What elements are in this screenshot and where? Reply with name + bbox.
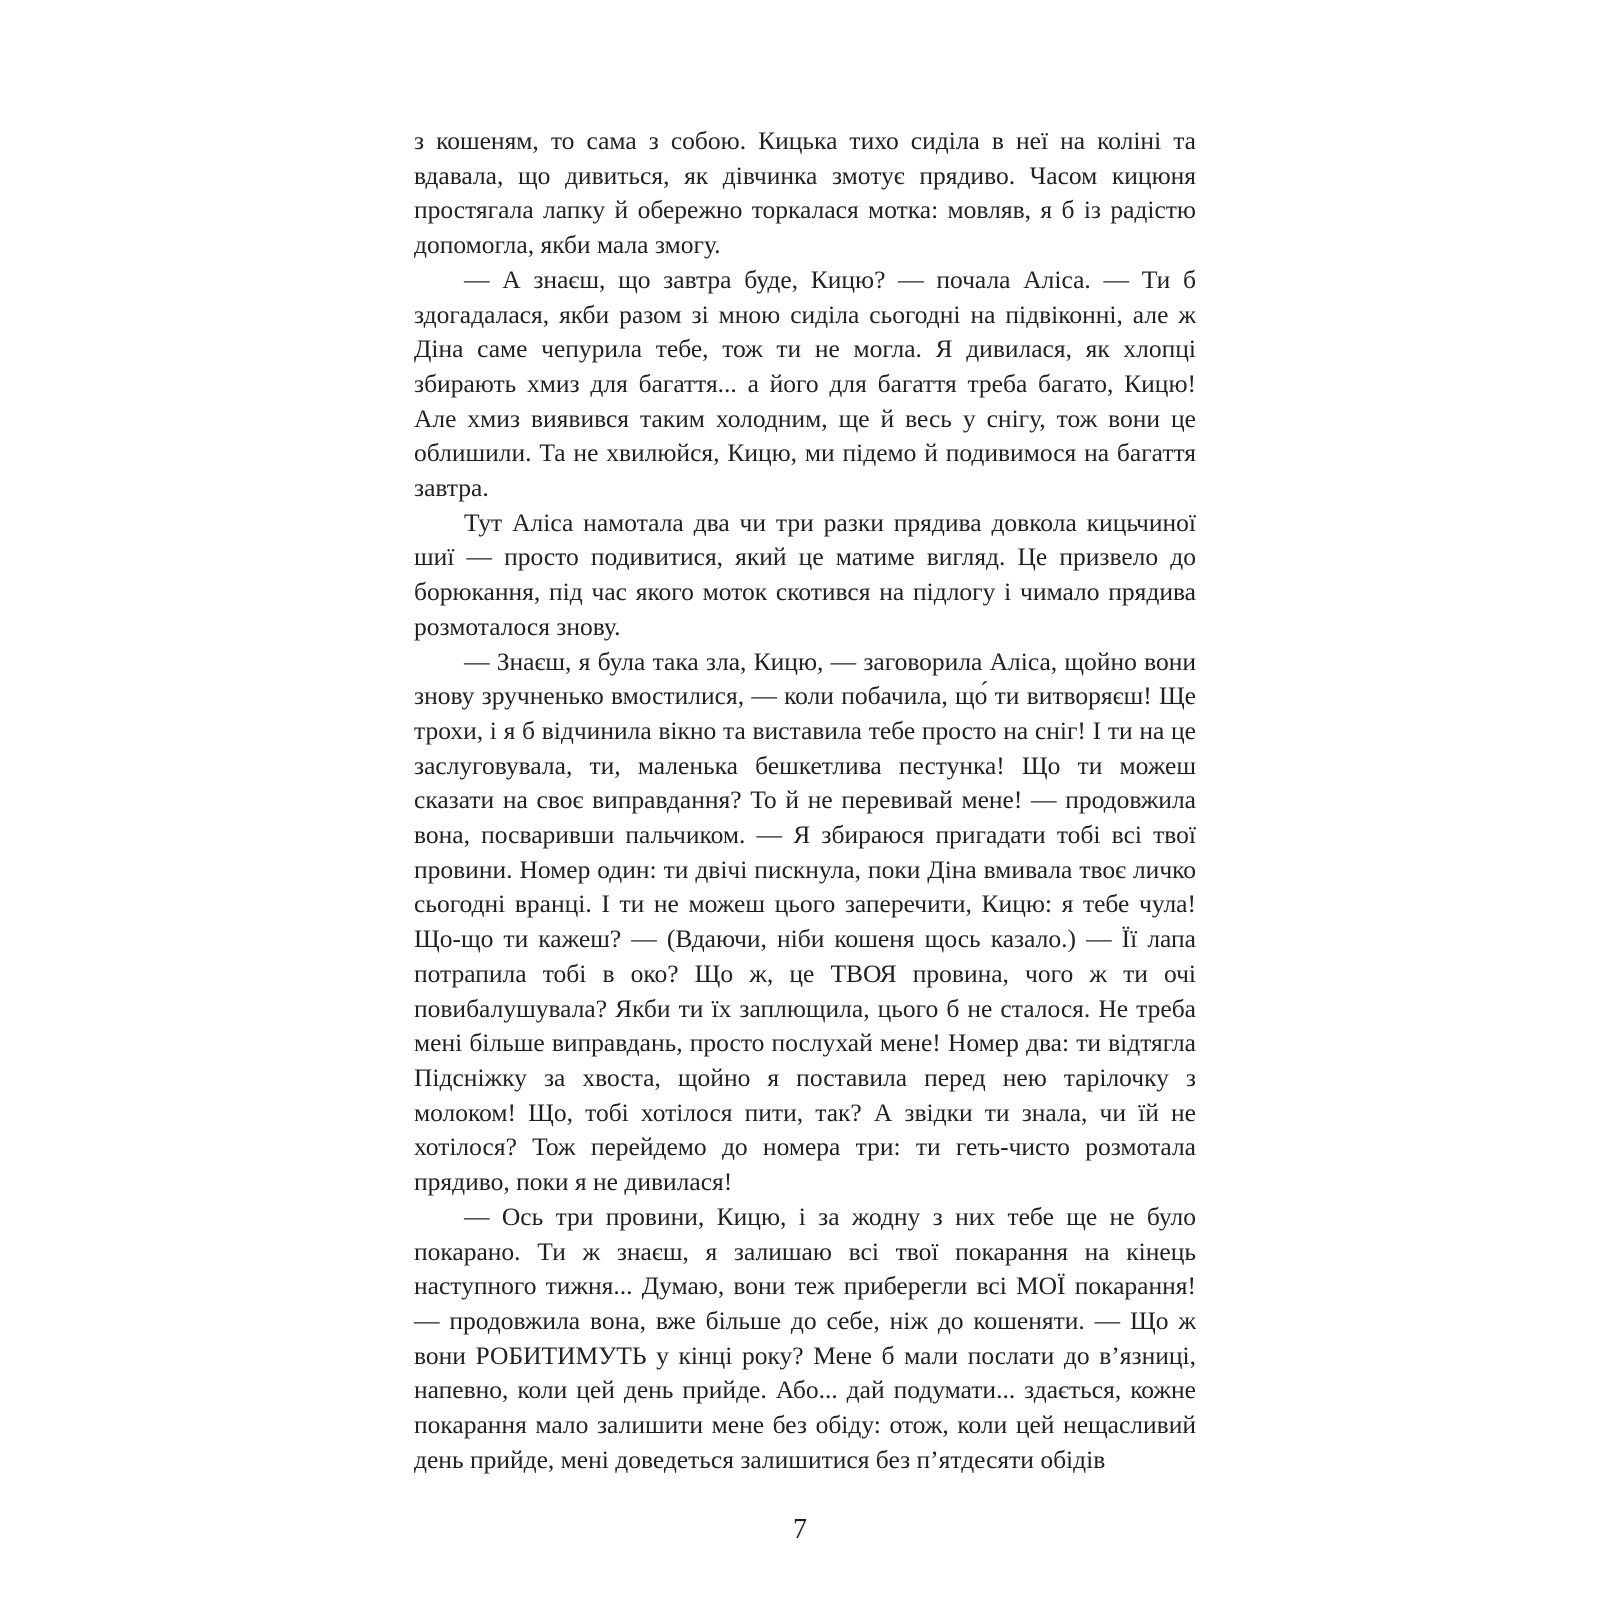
paragraph: — Знаєш, я була така зла, Кицю, — заговорила Аліса, щойно вони знову зручненько вмостилися, — коли побачила, що́ ти витворяєш! Ще трохи, і я б відчинила вікно та виставила тебе просто на сніг! І ти на це заслуговувала, ти, маленька бешкетлива пестунка! Що ти можеш сказати на своє виправдання? То й не перевивай мене! — продовжила вона, посваривши пальчиком. — Я збираюся пригадати тобі всі твої провини. Номер один: ти двічі пискнула, поки Діна вмивала твоє личко сьогодні вранці. І ти не можеш цього заперечити, Кицю: я тебе чула! Що-що ти кажеш? — (Вдаючи, ніби кошеня щось казало.) — Її лапа потрапила тобі в око? Що ж, це ТВОЯ провина, чого ж ти очі повибалушувала? Якби ти їх заплющила, цього б не сталося. Не треба мені більше виправдань, просто послухай мене! Номер два: ти відтягла Підсніжку за хвоста, щойно я поставила перед нею тарілочку з молоком! Що, тобі хотілося пити, так? А звідки ти знала, чи їй не хотілося? Тож перейдемо до номера три: ти геть-чисто розмотала прядиво, поки я не дивилася! [414, 646, 1196, 1197]
paragraph: — А знаєш, що завтра буде, Кицю? — почала Аліса. — Ти б здогадалася, якби разом зі мною сиділа сьогодні на підвіконні, але ж Діна саме чепурила тебе, тож ти не могла. Я дивилася, як хлопці збирають хмиз для багаття... а його для багаття треба багато, Кицю! Але хмиз виявився таким холодним, ще й весь у снігу, тож вони це облишили. Та не хвилюйся, Кицю, ми підемо й подивимося на багаття завтра. [414, 264, 1196, 503]
page-number: 7 [793, 1514, 807, 1545]
paragraph: — Ось три провини, Кицю, і за жодну з них тебе ще не було покарано. Ти ж знаєш, я залишаю всі твої покарання на кінець наступного тижня... Думаю, вони теж приберегли всі МОЇ покарання! — продовжила вона, вже більше до себе, ніж до кошеняти. — Що ж вони РОБИТИМУТЬ у кінці року? Мене б мали послати до в’язниці, напевно, коли цей день прийде. Або... дай подумати... здається, кожне покарання мало залишити мене без обіду: отож, коли цей нещасливий день прийде, мені доведеться залишитися без п’ятдесяти обідів [414, 1201, 1196, 1474]
paragraph: Тут Аліса намотала два чи три разки прядива довкола кицьчиної шиї — просто подивитися, який це матиме вигляд. Це призвело до борюкання, під час якого моток скотився на підлогу і чимало прядива розмоталося знову. [414, 507, 1196, 641]
body-text [414, 124, 1196, 1477]
paragraph: з кошеням, то сама з собою. Кицька тихо сиділа в неї на коліні та вдавала, що дивиться, як дівчинка змотує прядиво. Часом кицюня простягала лапку й обережно торкалася мотка: мовляв, я б із радістю допомогла, якби мала змогу. [414, 126, 1196, 260]
